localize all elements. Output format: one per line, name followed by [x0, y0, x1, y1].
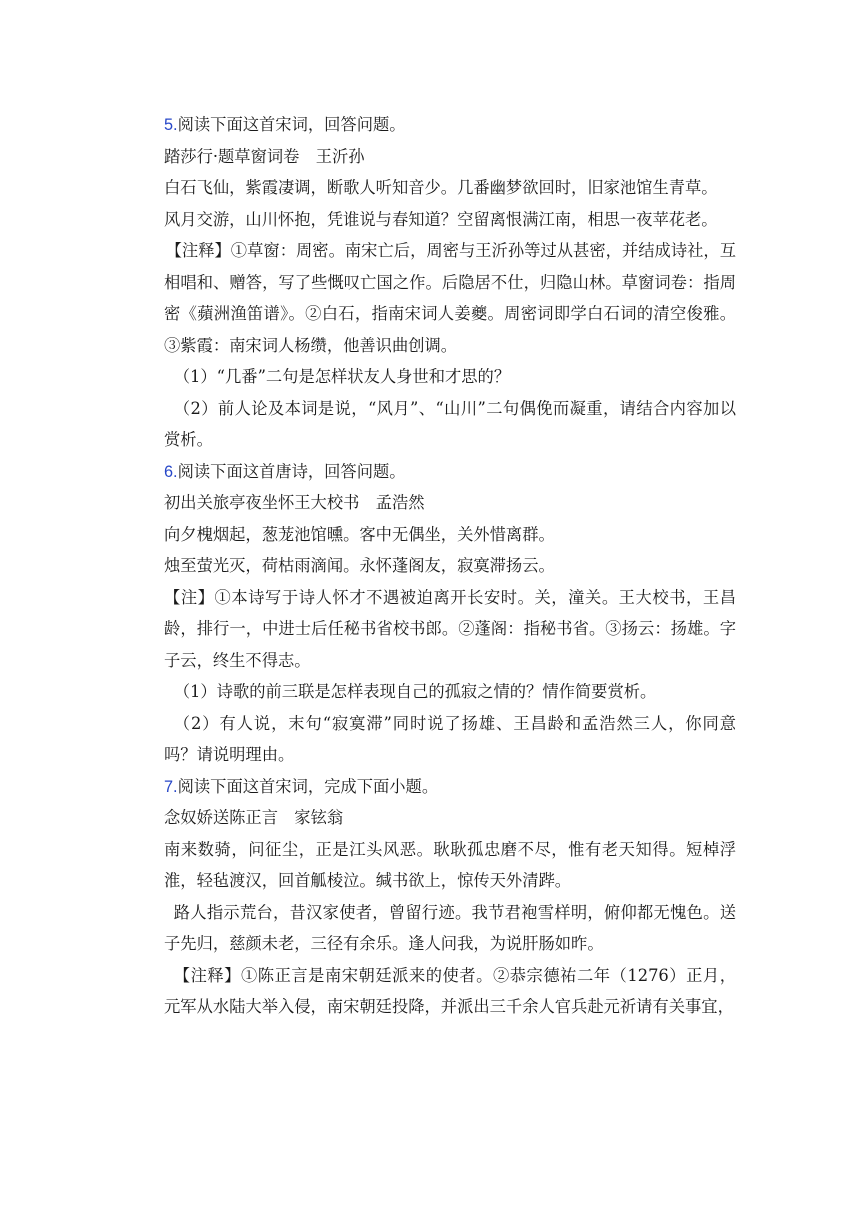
- sub-question: （1）“几番”二句是怎样状友人身世和才思的？: [173, 367, 511, 386]
- question-prompt: 阅读下面这首唐诗，回答问题。: [177, 461, 406, 481]
- question-prompt: 阅读下面这首宋词，回答问题。: [177, 115, 406, 134]
- annotation: 【注释】①草窗：周密。南宋亡后，周密与王沂孙等过从甚密，并结成诗社，互相唱和、赠答，写了些慨叹亡国之作。后隐居不仕，归隐山林。草窗词卷：指周密《蘋洲渔笛谱》。②白石，指南宋词人姜夔。周密词即学白石词的清空俊雅。③紫霞：南宋词人杨缵，他善识曲创调。: [164, 241, 736, 355]
- annotation: 【注释】①陈正言是南宋朝廷派来的使者。②恭宗德祐二年（1276）正月，元军从水陆大举入侵，南宋朝廷投降，并派出三千余人官兵赴元祈请有关事宜，: [164, 965, 736, 1016]
- question-5-heading: [164, 109, 736, 141]
- poem-title: 初出关旅亭夜坐怀王大校书 孟浩然: [164, 493, 425, 512]
- annotation: 【注】①本诗写于诗人怀才不遇被迫离开长安时。关，潼关。王大校书，王昌龄，排行一，中进士后任秘书省校书郎。②蓬阁：指秘书省。③扬云：扬雄。字子云，终生不得志。: [164, 587, 736, 670]
- poem-title: 踏莎行·题草窗词卷 王沂孙: [164, 146, 365, 166]
- poem-line: 风月交游，山川怀抱，凭谁说与春知道？空留离恨满江南，相思一夜苹花老。: [164, 209, 718, 229]
- poem-paragraph: 路人指示荒台，昔汉家使者，曾留行迹。我节君袍雪样明，俯仰都无愧色。送子先归，慈颜未老，三径有余乐。逢人问我，为说肝肠如昨。: [164, 902, 736, 953]
- sub-question: （2）有人说，末句“寂寞滞”同时说了扬雄、王昌龄和孟浩然三人，你同意吗？请说明理由。: [164, 713, 736, 764]
- question-number: 6.: [164, 462, 178, 481]
- poem-line: 白石飞仙，紫霞凄调，断歌人听知音少。几番幽梦欲回时，旧家池馆生青草。: [164, 178, 718, 197]
- sub-question: （1）诗歌的前三联是怎样表现自己的孤寂之情的？情作简要赏析。: [173, 682, 657, 701]
- poem-line: 向夕槐烟起，葱茏池馆曛。客中无偶坐，关外惜离群。: [164, 524, 555, 544]
- poem-paragraph: 南来数骑，问征尘，正是江头风恶。耿耿孤忠磨不尽，惟有老天知得。短棹浮淮，轻毡渡汉，回首觚棱泣。缄书欲上，惊传天外清跸。: [164, 839, 736, 890]
- question-prompt: 阅读下面这首宋词，完成下面小题。: [177, 776, 439, 796]
- question-6-heading: [164, 456, 736, 488]
- question-7-heading: [164, 771, 736, 803]
- question-number: 7.: [164, 777, 178, 796]
- sub-question: （2）前人论及本词是说，“风月”、“山川”二句偶俛而凝重，请结合内容加以赏析。: [164, 398, 736, 449]
- document-content: [164, 109, 736, 1023]
- poem-line: 烛至萤光灭，荷枯雨滴闻。永怀蓬阁友，寂寞滞扬云。: [164, 556, 555, 575]
- poem-title: 念奴娇送陈正言 家铉翁: [164, 808, 344, 827]
- question-number: 5.: [164, 116, 178, 134]
